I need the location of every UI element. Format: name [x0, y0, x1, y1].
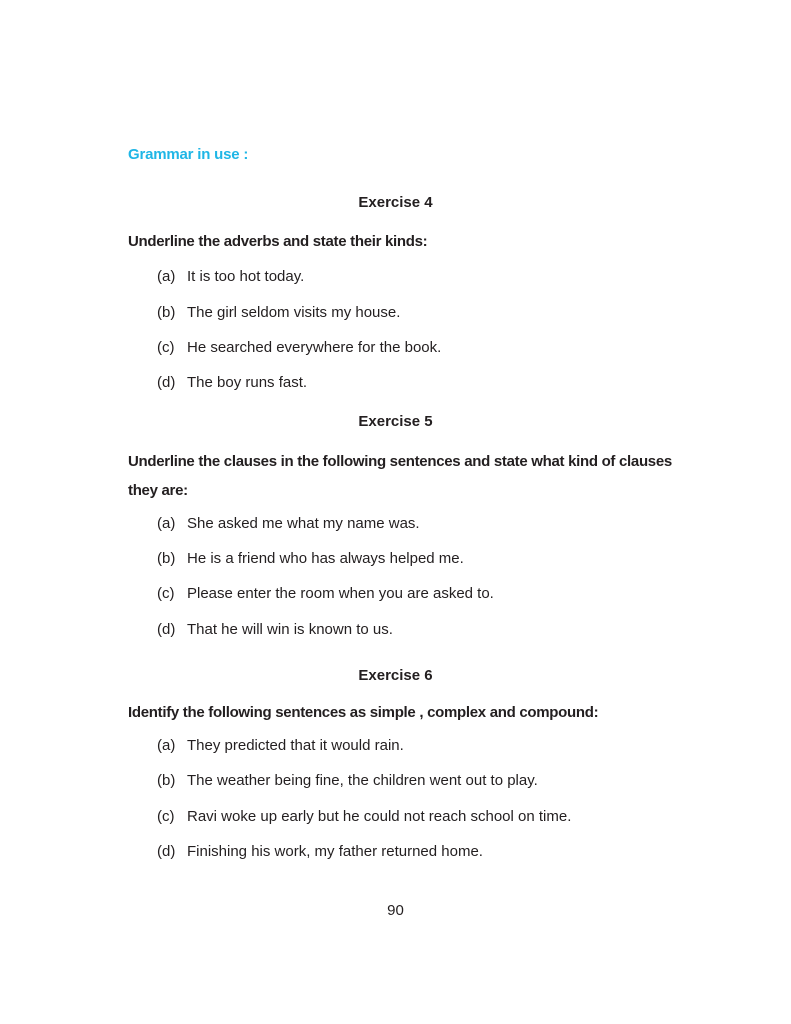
item-marker: (a) — [157, 268, 176, 285]
list-item — [157, 585, 494, 602]
item-marker: (b) — [157, 550, 176, 567]
item-text: The boy runs fast. — [187, 374, 308, 391]
list-item — [157, 772, 538, 789]
exercise-instruction: Underline the clauses in the following sentences and state what kind of clauses they are: — [128, 453, 672, 499]
item-marker: (a) — [157, 515, 176, 532]
item-text: Ravi woke up early but he could not reach school on time. — [187, 808, 572, 825]
exercise-heading: Exercise 6 — [358, 667, 433, 684]
list-item — [157, 339, 441, 356]
list-item — [157, 268, 304, 285]
item-text: They predicted that it would rain. — [187, 737, 404, 754]
exercise-instruction: Identify the following sentences as simple , complex and compound: — [128, 704, 599, 721]
item-marker: (b) — [157, 304, 176, 321]
item-marker: (d) — [157, 374, 176, 391]
section-title: Grammar in use : — [128, 146, 249, 163]
item-text: The girl seldom visits my house. — [187, 304, 401, 321]
item-marker: (a) — [157, 737, 176, 754]
item-text: Please enter the room when you are asked to. — [187, 585, 494, 602]
exercise-heading: Exercise 4 — [358, 194, 433, 211]
item-text: That he will win is known to us. — [187, 621, 393, 638]
item-text: It is too hot today. — [187, 268, 305, 285]
list-item — [157, 808, 571, 825]
item-marker: (c) — [157, 585, 175, 602]
item-text: She asked me what my name was. — [187, 515, 420, 532]
item-marker: (c) — [157, 808, 175, 825]
list-item — [157, 550, 464, 567]
item-text: Finishing his work, my father returned home. — [187, 843, 483, 860]
exercise-heading: Exercise 5 — [358, 413, 433, 430]
item-text: He searched everywhere for the book. — [187, 339, 442, 356]
item-marker: (d) — [157, 843, 176, 860]
list-item — [157, 737, 404, 754]
list-item — [157, 515, 420, 532]
page-number: 90 — [387, 902, 404, 919]
item-marker: (c) — [157, 339, 175, 356]
item-marker: (b) — [157, 772, 176, 789]
list-item — [157, 304, 400, 321]
item-text: He is a friend who has always helped me. — [187, 550, 464, 567]
item-marker: (d) — [157, 621, 176, 638]
exercise-instruction: Underline the adverbs and state their kinds: — [128, 233, 428, 250]
list-item — [157, 621, 393, 638]
item-text: The weather being fine, the children went out to play. — [187, 772, 538, 789]
list-item — [157, 843, 483, 860]
list-item — [157, 374, 307, 391]
